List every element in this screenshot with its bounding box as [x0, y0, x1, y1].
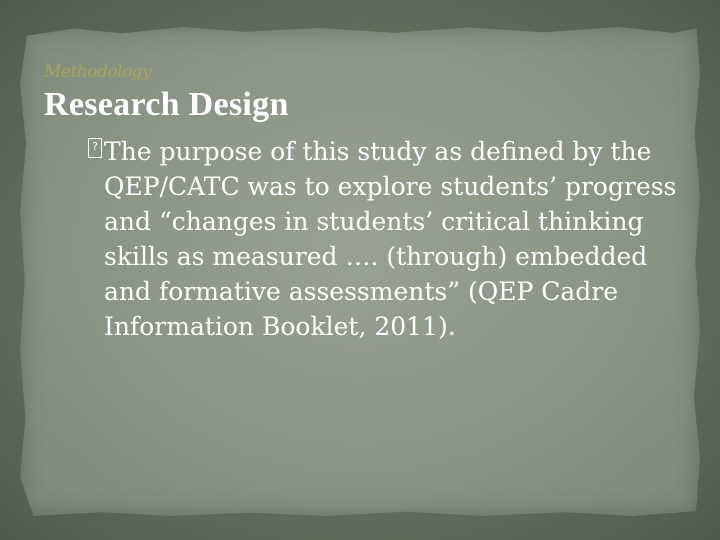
section-kicker: Methodology	[44, 62, 152, 82]
bullet-icon: ?	[88, 138, 102, 158]
bullet-text: The purpose of this study as defined by the QEP/CATC was to explore students’ progress and “changes in students’ critical thinking skills as measured …. (through) embedded and formative assessments” (QEP Cadre Information Booklet, 2011).	[104, 137, 677, 341]
slide-title: Research Design	[44, 86, 289, 123]
